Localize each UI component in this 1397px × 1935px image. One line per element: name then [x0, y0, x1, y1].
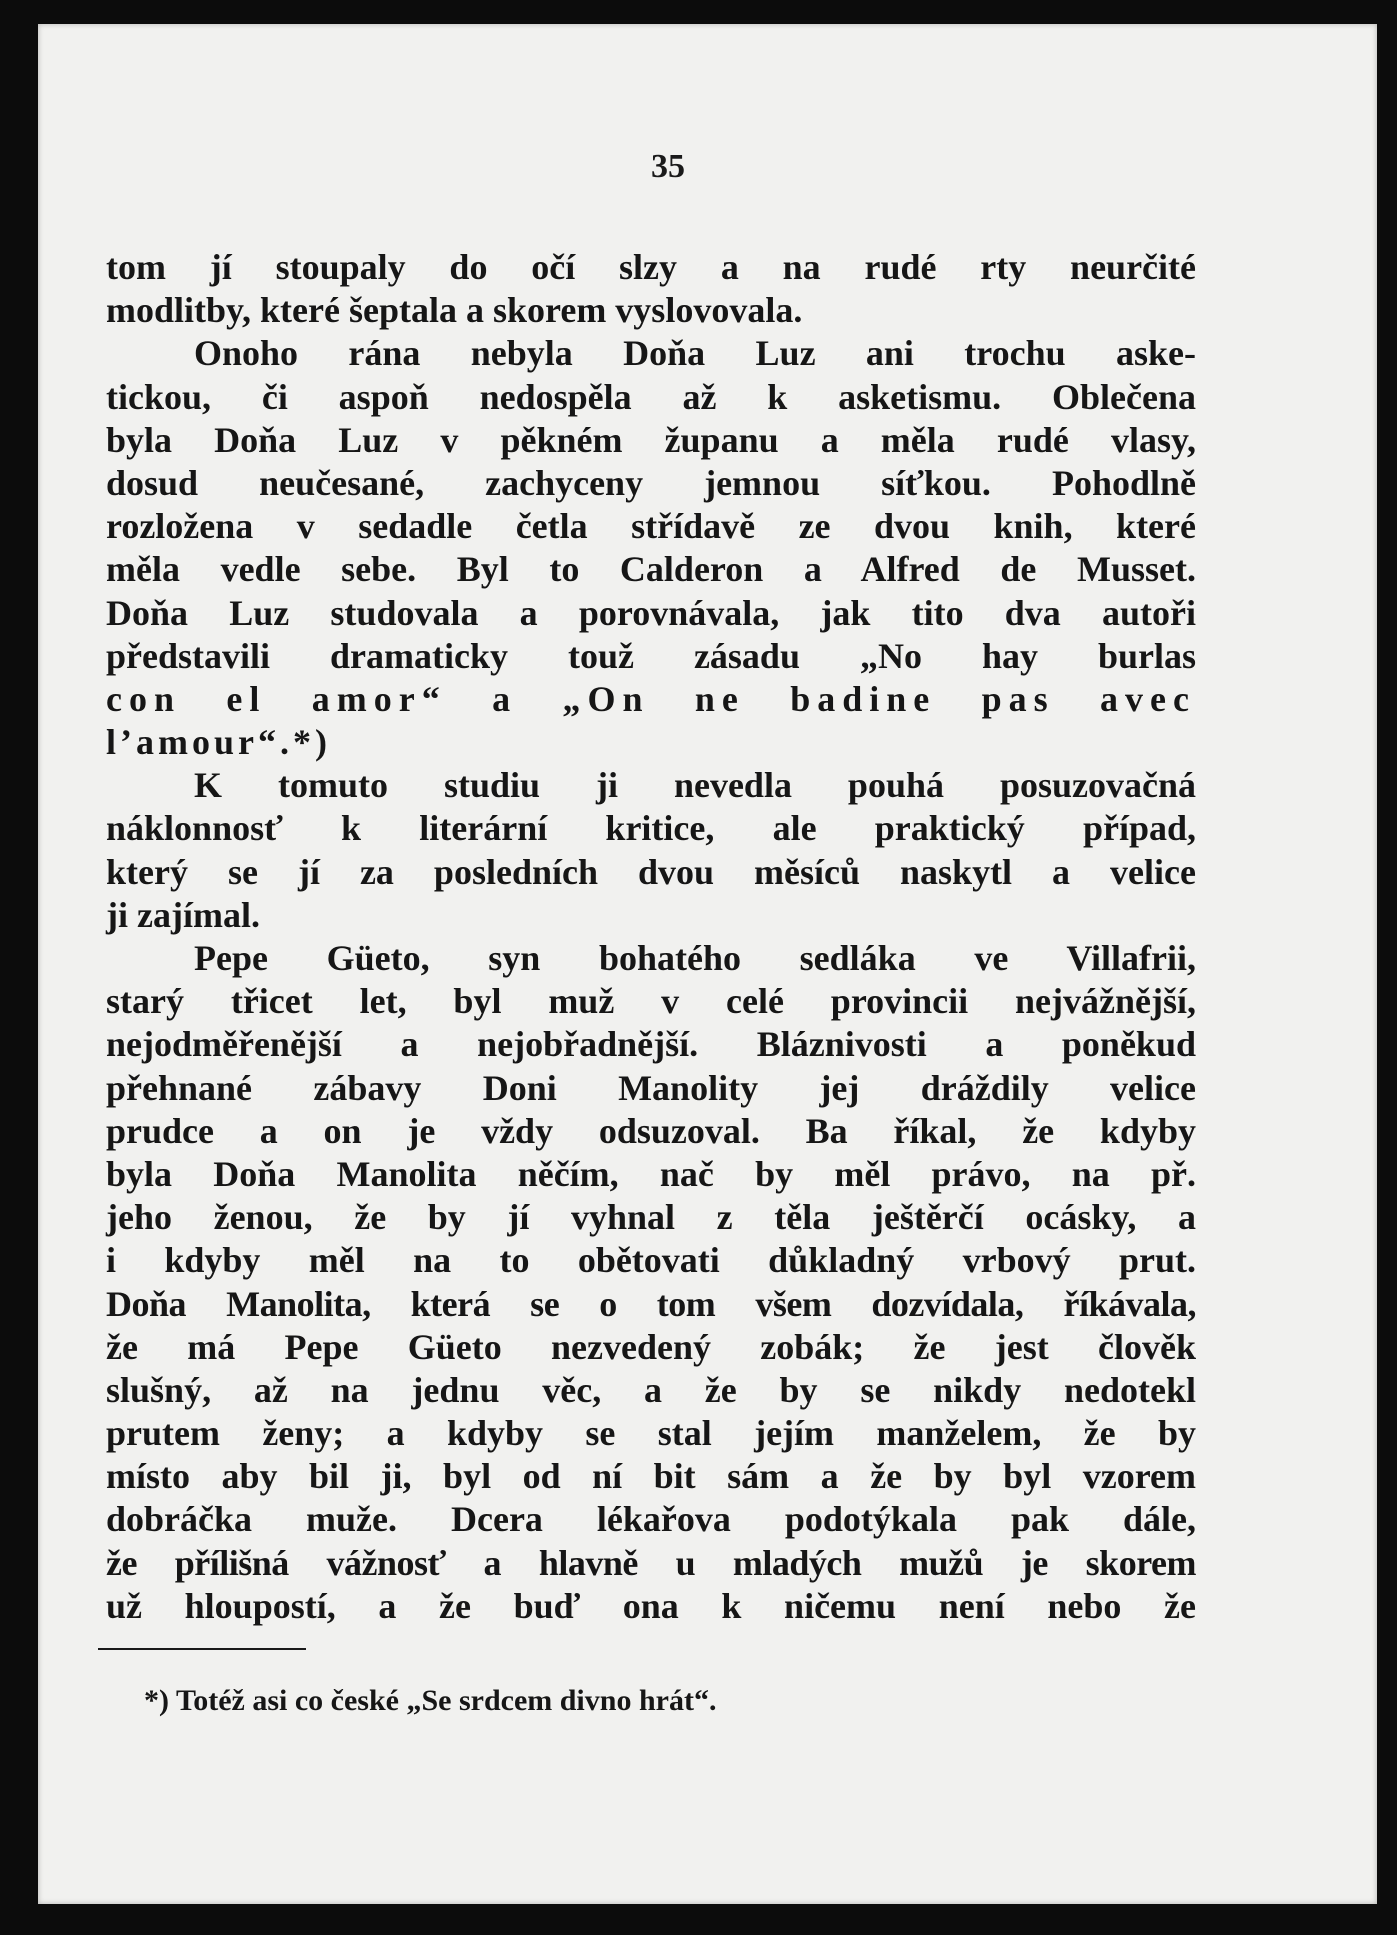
- text-line: modlitby, které šeptala a skorem vyslovovala.: [106, 290, 803, 331]
- text-line: l’amour“.*): [106, 722, 331, 763]
- text-line: náklonnosť k literární kritice, ale praktický případ,: [106, 808, 1196, 849]
- text-line: Pepe Güeto, syn bohatého sedláka ve Villafrii,: [194, 938, 1196, 978]
- text-line: Doňa Luz studovala a porovnávala, jak tito dva autoři: [106, 592, 1196, 633]
- text-line: prudce a on je vždy odsuzoval. Ba říkal, že kdyby: [106, 1110, 1196, 1151]
- text-line: Doňa Manolita, která se o tom všem dozvídala, říkávala,: [106, 1283, 1196, 1324]
- text-line: dobráčka muže. Dcera lékařova podotýkala pak dále,: [106, 1499, 1196, 1540]
- text-line: že má Pepe Güeto nezvedený zobák; že jest člověk: [106, 1326, 1196, 1367]
- text-line: tickou, či aspoň nedospěla až k asketismu. Oblečena: [106, 376, 1196, 417]
- text-line: přehnané zábavy Doni Manolity jej dráždily velice: [106, 1067, 1196, 1108]
- text-line: slušný, až na jednu věc, a že by se nikdy nedotekl: [106, 1369, 1196, 1410]
- footnote: *) Totéž asi co české „Se srdcem divno hrát“.: [144, 1684, 717, 1717]
- text-line: i kdyby měl na to obětovati důkladný vrbový prut.: [106, 1240, 1196, 1281]
- text-line: měla vedle sebe. Byl to Calderon a Alfred de Musset.: [106, 549, 1196, 590]
- document-page: [38, 24, 1377, 1904]
- text-line: představili dramaticky touž zásadu „No hay burlas: [106, 635, 1196, 676]
- text-line: rozložena v sedadle četla střídavě ze dvou knih, které: [106, 506, 1196, 547]
- text-line: byla Doňa Manolita něčím, nač by měl právo, na př.: [106, 1153, 1196, 1194]
- text-line: Onoho rána nebyla Doňa Luz ani trochu aske-: [194, 333, 1196, 374]
- text-line: con el amor“ a „On ne badine pas avec: [106, 678, 1196, 719]
- text-line: dosud neučesané, zachyceny jemnou síťkou. Pohodlně: [106, 462, 1196, 503]
- text-line: že přílišná vážnosť a hlavně u mladých mužů je skorem: [106, 1542, 1196, 1583]
- text-line: prutem ženy; a kdyby se stal jejím manželem, že by: [106, 1413, 1196, 1454]
- text-line: K tomuto studiu ji nevedla pouhá posuzovačná: [194, 765, 1196, 806]
- text-line: byla Doňa Luz v pěkném županu a měla rudé vlasy,: [106, 419, 1196, 460]
- text-line: místo aby bil ji, byl od ní bit sám a že by byl vzorem: [106, 1456, 1196, 1497]
- footnote-divider: [98, 1648, 306, 1650]
- text-line: ji zajímal.: [106, 894, 260, 935]
- text-line: jeho ženou, že by jí vyhnal z těla ještěrčí ocásky, a: [106, 1197, 1196, 1238]
- text-line: už hloupostí, a že buď ona k ničemu není nebo že: [106, 1585, 1196, 1626]
- text-line: který se jí za posledních dvou měsíců naskytl a velice: [106, 851, 1196, 892]
- text-line: tom jí stoupaly do očí slzy a na rudé rty neurčité: [106, 247, 1196, 287]
- body-text: [106, 246, 1196, 1628]
- text-line: nejodměřenější a nejobřadnější. Bláznivosti a poněkud: [106, 1024, 1196, 1065]
- page-number: 35: [651, 148, 685, 185]
- text-line: starý třicet let, byl muž v celé provincii nejvážnější,: [106, 981, 1196, 1022]
